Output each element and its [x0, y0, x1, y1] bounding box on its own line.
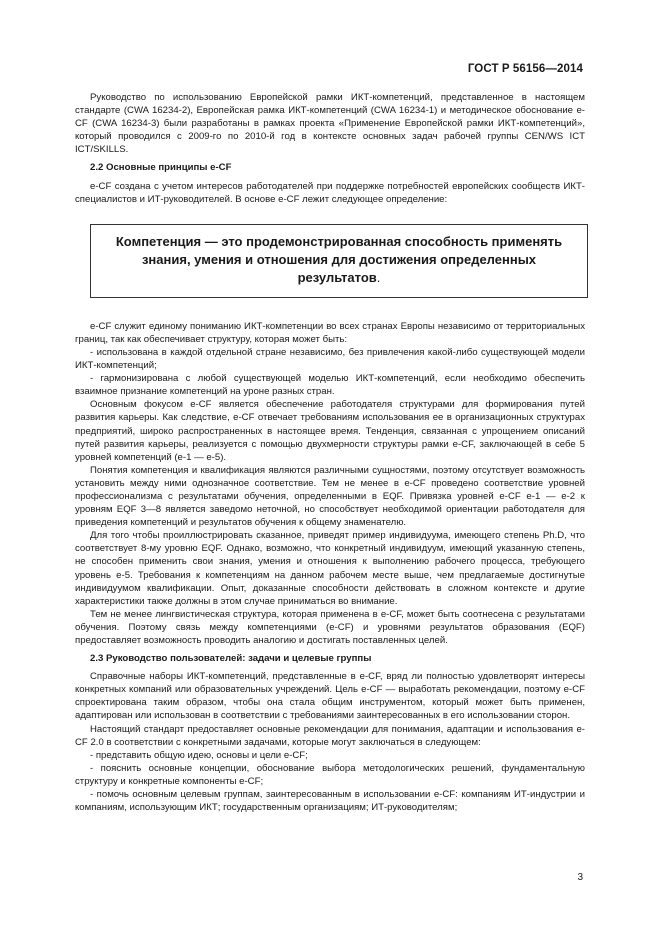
list-item: - гармонизирована с любой существующей моделью ИКТ-компетенций, если необходимо обеспечить взаимное признание компетенций на уроне разных стран. — [75, 373, 585, 398]
definition-text: Компетенция — это продемонстрированная способность применять знания, умения и отношения для достижения определенных результатов — [115, 233, 563, 285]
section-heading-2-3: 2.3 Руководство пользователей: задачи и целевые группы — [90, 653, 372, 665]
definition-box — [90, 224, 588, 298]
paragraph-example: Для того чтобы проиллюстрировать сказанное, приведят пример индивидуума, имеющего степень Ph.D, что соответствует 8-му уровню EQF. Однако, возможно, что конкретный индивидуум, имеющий указанную степень, не способен применить свои знания, умения и отношения к выполнению рабочего процесса, требующего уровень е-5. Требования к компетенциям на данном рабочем месте выше, чем предлагаемые достигнутые индивидуумом квалификации. Опыт, доказанные способности действовать в сложном контексте и другие характеристики также должны в этом случае приниматься во внимание. — [75, 530, 585, 607]
document-code: ГОСТ Р 56156—2014 — [467, 63, 583, 75]
definition-period: . — [376, 269, 381, 285]
paragraph-reference-sets: Справочные наборы ИКТ-компетенций, представленные в e-CF, вряд ли полностью удовлетворят интересы конкретных компаний или образовательных учреждений. Цель e-CF — выработать рекомендации, поэтому e-CF спроектирована таким образом, чтобы она стала общим инструментом, который может быть применен, адаптирован или использован в соответствии с требованиями заинтересованных в его использовании сторон. — [75, 671, 585, 722]
document-body — [75, 91, 585, 814]
paragraph-principles: e-CF создана с учетом интересов работодателей при поддержке потребностей европейских сообществ ИКТ-специалистов и ИТ-руководителей. В основе e-CF лежит следующее определение: — [75, 180, 585, 205]
section-heading-2-2: 2.2 Основные принципы e-CF — [90, 162, 232, 174]
list-item: - представить общую идею, основы и цели e-CF; — [90, 749, 308, 761]
list-item: - пояснить основные концепции, обоснование выбора методологических решений, фундаментальную структуру и конкретные компоненты e-CF; — [75, 762, 585, 787]
list-item: - использована в каждой отдельной стране независимо, без привлечения какой-либо существующей модели ИКТ-компетенций; — [75, 346, 585, 372]
paragraph-focus: Основным фокусом e-CF является обеспечение работодателя структурами для формирования путей развития карьеры. Как следствие, e-CF отвечает требованиям использования ее в организационных структурах предприятий, широко распространенных в настоящее время. Тенденция, связанная с упрощением описаний путей развития карьеры, реализуется с помощью двухмерности структуры рамки e-CF, заключающей в себе 5 уровней компетенций (е-1 — е-5). — [75, 399, 585, 463]
paragraph-linguistic: Тем не менее лингвистическая структура, которая применена в e-CF, может быть соотнесена с результатами обучения. Поэтому связь между компетенциями (e-CF) и уровнями результатов образования (EQF) предоставляет возможность проводить аналогию и достигать поставленных целей. — [75, 608, 585, 646]
paragraph-concepts: Понятия компетенция и квалификация являются различными сущностями, поэтому отсутствует возможность установить между ними однозначное соответствие. Тем не менее в e-CF проведено соответствие уровней профессионализма с результатами обучения, определенными в EQF. Привязка уровней e-CF е-1 — е-2 к уровням EQF 3—8 является заведомо неточной, но способствует необходимой ориентации работодателя для приведения компетенций и результатов обучения к общему знаменателю. — [75, 464, 585, 529]
list-item: - помочь основным целевым группам, заинтересованным в использовании e-CF: компаниям ИТ-индустрии и компаниям, использующим ИКТ; государственным организациям; ИТ-руководителям; — [75, 789, 585, 814]
paragraph-standard: Настоящий стандарт предоставляет основные рекомендации для понимания, адаптации и использования e-CF 2.0 в соответствии с конкретными задачами, которые могут заключаться в следующем: — [75, 723, 585, 748]
paragraph-serve: e-CF служит единому пониманию ИКТ-компетенции во всех странах Европы независимо от территориальных границ, так как обеспечивает структуру, которая может быть: — [75, 320, 585, 345]
page-number: 3 — [577, 872, 583, 883]
paragraph-intro: Руководство по использованию Европейской рамки ИКТ-компетенций, представленное в настоящем стандарте (CWA 16234-2), Европейская рамка ИКТ-компетенций (CWA 16234-1) и методическое обоснование e-CF (CWA 16234-3) были разработаны в рамках проекта «Применение Европейской рамки ИКТ-компетенций», который проводился с 2009-го по 2010-й год в контексте основных задач рабочей группы CEN/WS ICT ICT/SKILLS. — [75, 92, 585, 156]
